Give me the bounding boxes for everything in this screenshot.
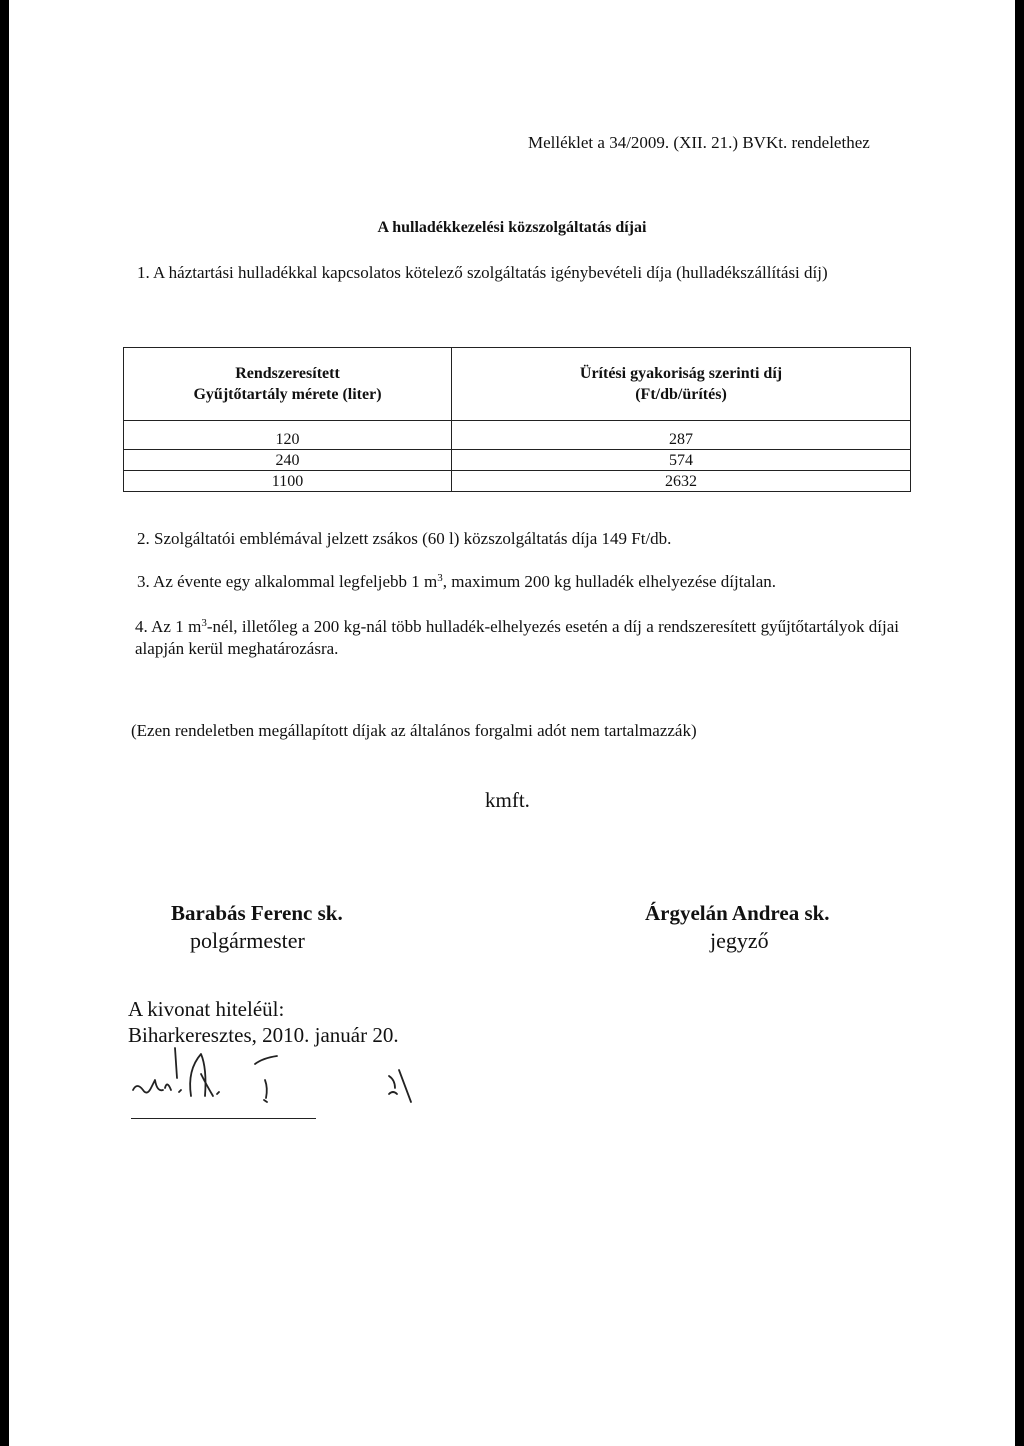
document-page (9, 0, 1015, 1446)
point-2: 2. Szolgáltatói emblémával jelzett zsákos (60 l) közszolgáltatás díja 149 Ft/db. (137, 529, 672, 548)
cell-size: 1100 (124, 471, 452, 492)
header-fee-line1: Ürítési gyakoriság szerinti díj (579, 365, 783, 382)
signatory-1-role: polgármester (190, 928, 305, 953)
authentication-place-date: Biharkeresztes, 2010. január 20. (128, 1023, 399, 1047)
document-title: A hulladékkezelési közszolgáltatás díjai (377, 219, 647, 236)
fee-table (123, 347, 911, 492)
cell-size: 120 (124, 421, 452, 450)
point-3-text-b: , maximum 200 kg hulladék elhelyezése díjtalan. (442, 572, 777, 591)
table-header-row (124, 348, 911, 421)
cell-size: 240 (124, 450, 452, 471)
header-container-size (124, 348, 452, 421)
signature-underline (131, 1118, 316, 1119)
point-4-superscript: 3 (201, 617, 207, 629)
vat-note: (Ezen rendeletben megállapított díjak az általános forgalmi adót nem tartalmazzák) (131, 721, 697, 740)
cell-fee: 287 (452, 421, 911, 450)
signatory-2-name: Árgyelán Andrea sk. (645, 901, 830, 925)
header-container-size-line1: Rendszeresített (235, 365, 340, 382)
point-3 (137, 572, 776, 592)
table-row (124, 421, 911, 450)
decree-reference: Melléklet a 34/2009. (XII. 21.) BVKt. rendelethez (528, 133, 870, 152)
header-fee (452, 348, 911, 421)
point-3-text-a: 3. Az évente egy alkalommal legfeljebb 1 m (137, 572, 438, 591)
signatory-1-name: Barabás Ferenc sk. (171, 901, 343, 925)
header-container-size-line2: Gyűjtőtartály mérete (liter) (193, 386, 382, 403)
header-fee-line2: (Ft/db/ürítés) (635, 386, 727, 403)
cell-fee: 574 (452, 450, 911, 471)
point-4-text-b: -nél, illetőleg a 200 kg-nál több hulladék-elhelyezés esetén a díj a rendszeresített gyűjtőtartályok díjai alapján kerül meghatározásra. (135, 617, 900, 658)
authentication-label: A kivonat hiteléül: (128, 997, 285, 1021)
section-1-heading: 1. A háztartási hulladékkal kapcsolatos kötelező szolgáltatás igénybevételi díja (hulladékszállítási díj) (137, 263, 828, 282)
point-4-text-a: 4. Az 1 m (135, 617, 202, 636)
kmft-mark: kmft. (485, 788, 530, 812)
handwritten-signature (127, 1040, 427, 1115)
signatory-2-role: jegyző (710, 928, 769, 953)
table-row (124, 471, 911, 492)
cell-fee: 2632 (452, 471, 911, 492)
table-row (124, 450, 911, 471)
point-3-superscript: 3 (437, 572, 443, 584)
point-4 (135, 616, 899, 660)
